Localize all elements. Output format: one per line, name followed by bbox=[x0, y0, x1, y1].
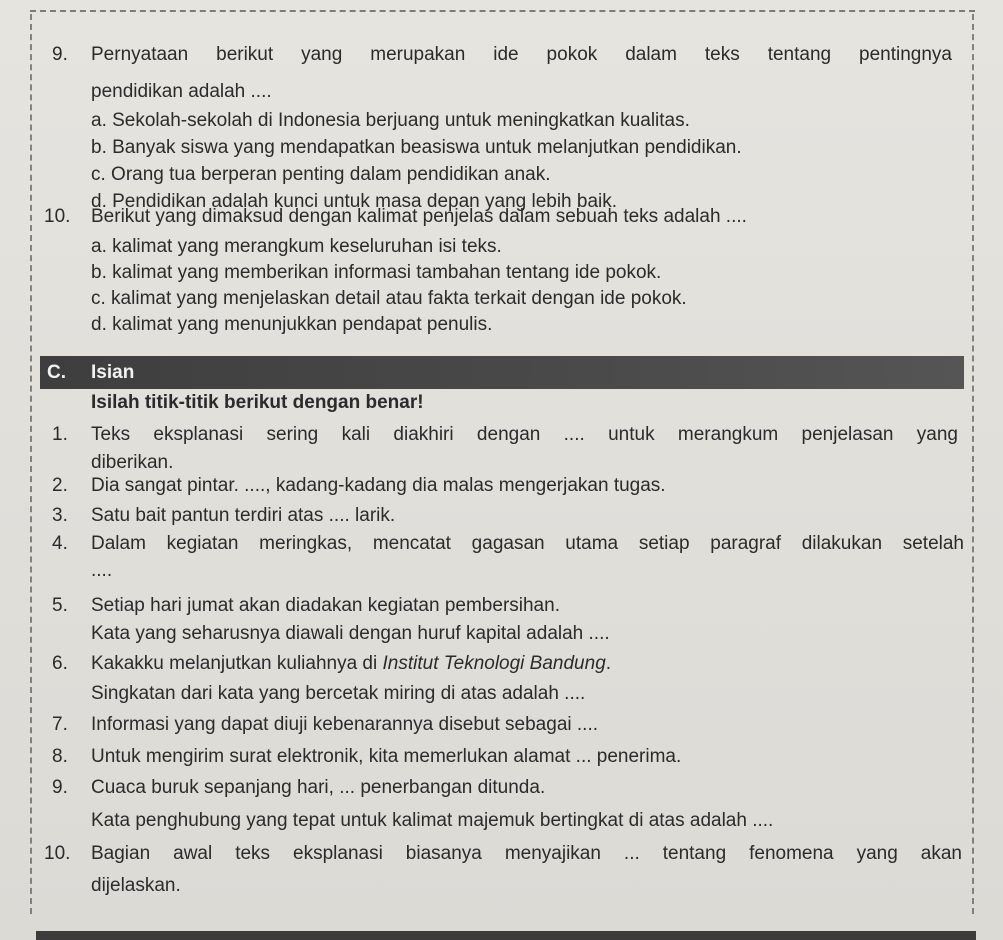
item-text bbox=[91, 653, 611, 675]
item-text-continued: diberikan. bbox=[91, 452, 174, 473]
item-text-suffix: . bbox=[605, 653, 612, 674]
item-number: 6. bbox=[52, 653, 68, 674]
item-number: 4. bbox=[52, 533, 68, 554]
option-c: c. Orang tua berperan penting dalam pendidikan anak. bbox=[91, 164, 551, 185]
item-text: Bagian awal teks eksplanasi biasanya menyajikan ... tentang fenomena yang akan bbox=[91, 843, 962, 864]
item-text-continued: Kata penghubung yang tepat untuk kalimat majemuk bertingkat di atas adalah .... bbox=[91, 810, 774, 831]
item-text-continued: dijelaskan. bbox=[91, 875, 181, 896]
question-text: Pernyataan berikut yang merupakan ide pokok dalam teks tentang pentingnya bbox=[91, 44, 952, 65]
dashed-border-right bbox=[972, 14, 974, 914]
section-header-bar bbox=[40, 356, 964, 389]
item-number: 7. bbox=[52, 714, 68, 735]
section-letter: C. bbox=[47, 362, 66, 383]
option-d: d. Pendidikan adalah kunci untuk masa depan yang lebih baik. bbox=[91, 191, 618, 212]
option-a: a. kalimat yang merangkum keseluruhan isi teks. bbox=[91, 236, 502, 257]
item-number: 3. bbox=[52, 505, 68, 526]
item-text-prefix: Kakakku melanjutkan kuliahnya di bbox=[91, 653, 383, 674]
section-title: Isian bbox=[91, 362, 135, 383]
item-number: 5. bbox=[52, 595, 68, 616]
item-number: 1. bbox=[52, 424, 68, 445]
item-text: Informasi yang dapat diuji kebenarannya disebut sebagai .... bbox=[91, 714, 598, 735]
question-text: Berikut yang dimaksud dengan kalimat penjelas dalam sebuah teks adalah .... bbox=[91, 206, 747, 227]
item-text-italic: Institut Teknologi Bandung bbox=[382, 653, 606, 674]
item-text: Setiap hari jumat akan diadakan kegiatan pembersihan. bbox=[91, 595, 560, 616]
dashed-border-left bbox=[30, 14, 32, 914]
item-number: 2. bbox=[52, 475, 68, 496]
item-text-continued: .... bbox=[91, 560, 113, 581]
question-text-continued: pendidikan adalah .... bbox=[91, 81, 272, 102]
section-instruction: Isilah titik-titik berikut dengan benar! bbox=[91, 392, 424, 413]
item-number: 9. bbox=[52, 777, 68, 798]
item-text: Teks eksplanasi sering kali diakhiri dengan .... untuk merangkum penjelasan yang bbox=[91, 424, 958, 445]
item-number: 10. bbox=[44, 843, 71, 864]
item-number: 8. bbox=[52, 746, 68, 767]
question-number: 9. bbox=[52, 44, 68, 65]
option-b: b. kalimat yang memberikan informasi tambahan tentang ide pokok. bbox=[91, 262, 662, 283]
option-a: a. Sekolah-sekolah di Indonesia berjuang untuk meningkatkan kualitas. bbox=[91, 110, 690, 131]
dashed-border-top bbox=[30, 10, 975, 12]
question-number: 10. bbox=[44, 206, 71, 227]
item-text: Dalam kegiatan meringkas, mencatat gagasan utama setiap paragraf dilakukan setelah bbox=[91, 533, 964, 554]
item-text: Dia sangat pintar. ...., kadang-kadang dia malas mengerjakan tugas. bbox=[91, 475, 666, 496]
item-text: Untuk mengirim surat elektronik, kita memerlukan alamat ... penerima. bbox=[91, 746, 682, 767]
item-text: Cuaca buruk sepanjang hari, ... penerbangan ditunda. bbox=[91, 777, 546, 798]
item-text-continued: Kata yang seharusnya diawali dengan huruf kapital adalah .... bbox=[91, 623, 610, 644]
bottom-section-bar bbox=[36, 931, 976, 940]
item-text: Satu bait pantun terdiri atas .... larik. bbox=[91, 505, 396, 526]
option-b: b. Banyak siswa yang mendapatkan beasiswa untuk melanjutkan pendidikan. bbox=[91, 137, 742, 158]
option-c: c. kalimat yang menjelaskan detail atau fakta terkait dengan ide pokok. bbox=[91, 288, 687, 309]
option-d: d. kalimat yang menunjukkan pendapat penulis. bbox=[91, 314, 493, 335]
item-text-continued: Singkatan dari kata yang bercetak miring di atas adalah .... bbox=[91, 683, 586, 704]
